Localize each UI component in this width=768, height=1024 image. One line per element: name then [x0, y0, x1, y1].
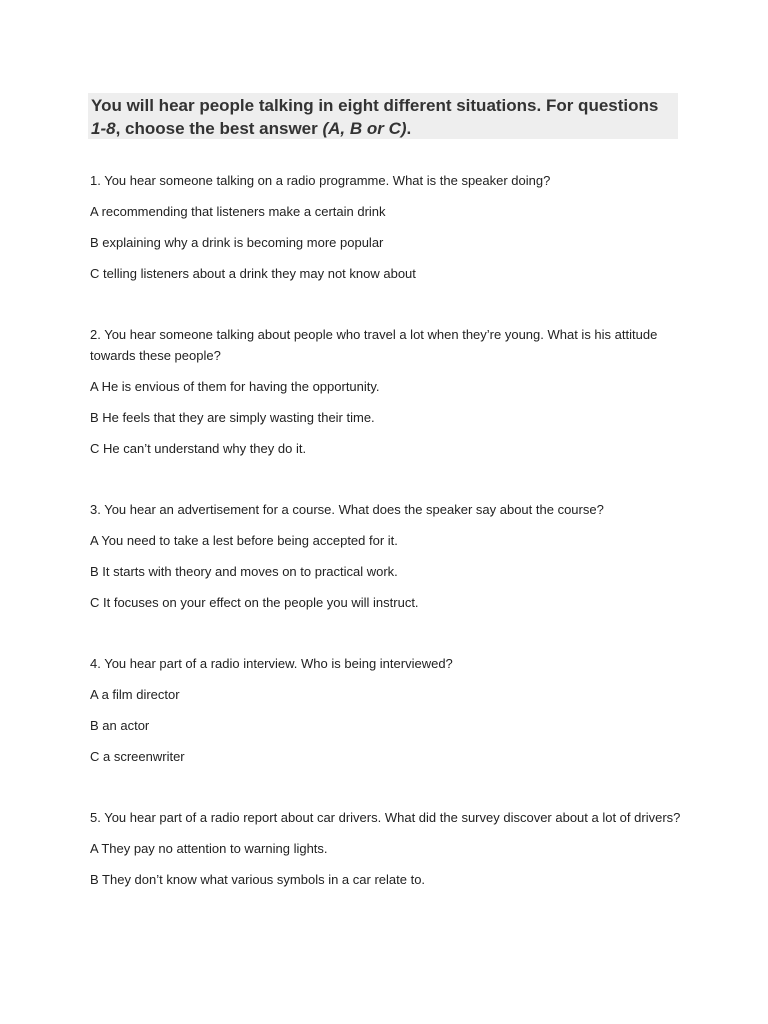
answer-option: B explaining why a drink is becoming more popular	[90, 235, 384, 250]
answer-option: C He can’t understand why they do it.	[90, 441, 307, 456]
instructions-text-1: You will hear people talking in eight different situations. For questions	[91, 96, 659, 115]
instructions-choices: (A, B or C)	[322, 119, 407, 138]
question-stem: 3. You hear an advertisement for a course. What does the speaker say about the course?	[90, 502, 604, 517]
answer-option: A a film director	[90, 687, 180, 702]
answer-option: B It starts with theory and moves on to practical work.	[90, 564, 398, 579]
question-stem: 4. You hear part of a radio interview. Who is being interviewed?	[90, 656, 453, 671]
question-list	[90, 170, 690, 890]
answer-option: A They pay no attention to warning lights.	[90, 841, 328, 856]
answer-option: B They don’t know what various symbols in a car relate to.	[90, 872, 426, 887]
instructions-text-3: .	[406, 119, 412, 138]
answer-option: B He feels that they are simply wasting their time.	[90, 410, 375, 425]
question-stem: 5. You hear part of a radio report about car drivers. What did the survey discover about a lot of drivers?	[90, 810, 681, 825]
answer-option: A You need to take a lest before being accepted for it.	[90, 533, 398, 548]
question-stem: 2. You hear someone talking about people who travel a lot when they’re young. What is his attitude towards these people?	[90, 327, 658, 363]
instructions-range: 1-8	[91, 119, 116, 138]
answer-option: C telling listeners about a drink they may not know about	[90, 266, 416, 281]
question-stem: 1. You hear someone talking on a radio programme. What is the speaker doing?	[90, 173, 551, 188]
answer-option: C It focuses on your effect on the people you will instruct.	[90, 595, 419, 610]
answer-option: C a screenwriter	[90, 749, 185, 764]
question-1	[90, 170, 690, 284]
question-5	[90, 807, 690, 890]
instructions-heading	[88, 93, 678, 139]
instructions-text-2: , choose the best answer	[115, 119, 323, 138]
answer-option: B an actor	[90, 718, 150, 733]
answer-option: A recommending that listeners make a certain drink	[90, 204, 386, 219]
question-2	[90, 324, 690, 459]
question-4	[90, 653, 690, 767]
question-3	[90, 499, 690, 613]
answer-option: A He is envious of them for having the opportunity.	[90, 379, 380, 394]
